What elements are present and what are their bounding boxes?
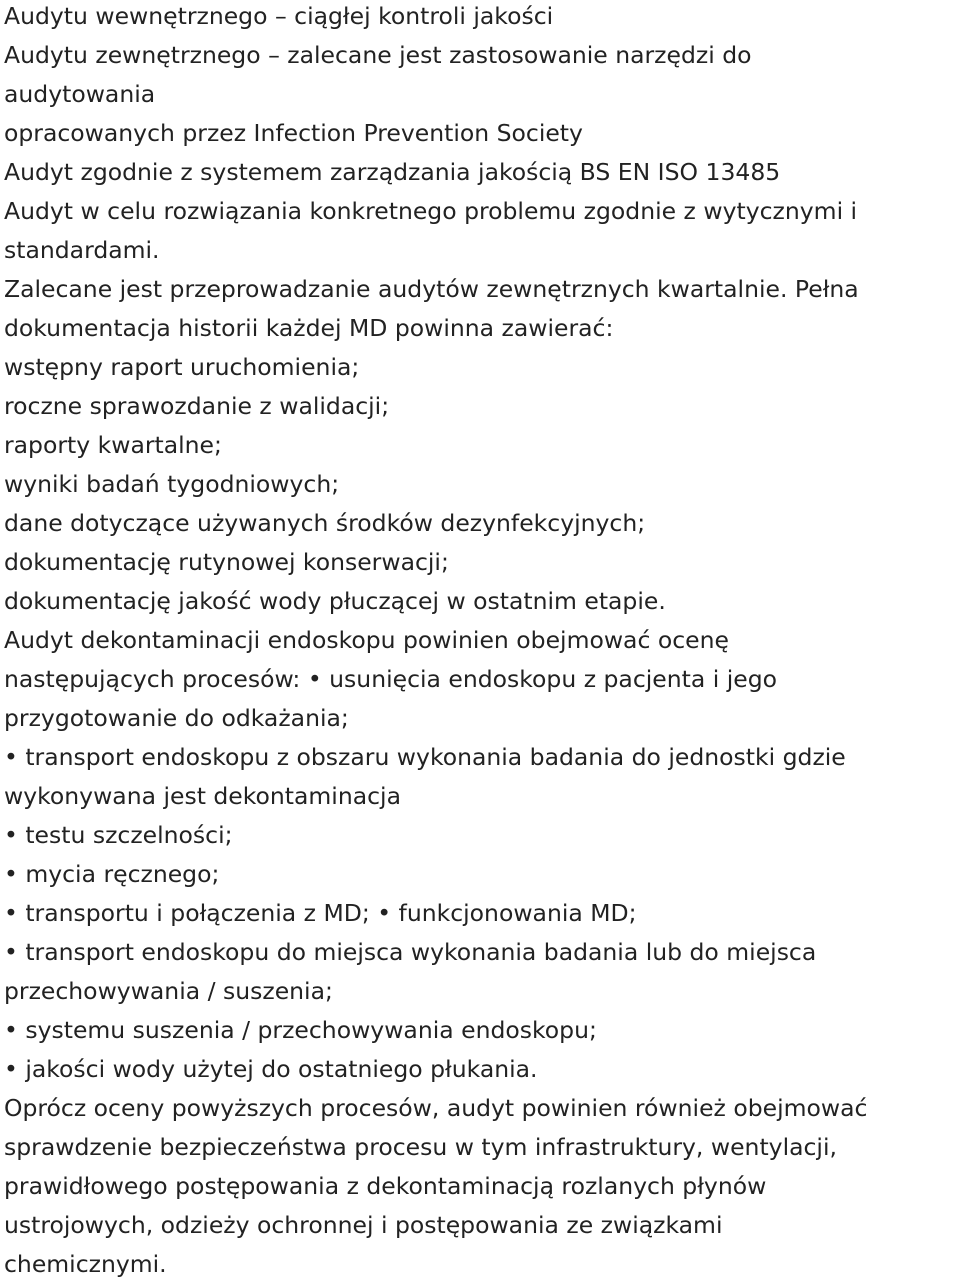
bullet-item: • jakości wody użytej do ostatniego płukania. [4,1055,538,1083]
list-item: dokumentację jakość wody płuczącej w ostatnim etapie. [4,587,666,615]
list-item: dane dotyczące używanych środków dezynfekcyjnych; [4,509,646,537]
text-line: następujących procesów: • usunięcia endoskopu z pacjenta i jego [4,665,777,693]
text-line: sprawdzenie bezpieczeństwa procesu w tym infrastruktury, wentylacji, [4,1133,837,1161]
list-item: roczne sprawozdanie z walidacji; [4,392,390,420]
bullet-item: • mycia ręcznego; [4,860,220,888]
list-item: dokumentację rutynowej konserwacji; [4,548,449,576]
text-line: chemicznymi. [4,1250,167,1278]
list-item: wstępny raport uruchomienia; [4,353,360,381]
bullet-item: • transport endoskopu z obszaru wykonania badania do jednostki gdzie [4,743,846,771]
text-line: wykonywana jest dekontaminacja [4,782,401,810]
bullet-item: • systemu suszenia / przechowywania endoskopu; [4,1016,597,1044]
bullet-item: • testu szczelności; [4,821,233,849]
list-item: wyniki badań tygodniowych; [4,470,340,498]
bullet-item: • transport endoskopu do miejsca wykonania badania lub do miejsca [4,938,817,966]
text-line: Audytu zewnętrznego – zalecane jest zastosowanie narzędzi do [4,41,752,69]
text-line: Audyt zgodnie z systemem zarządzania jakością BS EN ISO 13485 [4,158,781,186]
text-line: Zalecane jest przeprowadzanie audytów zewnętrznych kwartalnie. Pełna [4,275,859,303]
text-line: przechowywania / suszenia; [4,977,333,1005]
text-line: audytowania [4,80,156,108]
bullet-item: • transportu i połączenia z MD; • funkcjonowania MD; [4,899,637,927]
text-line: przygotowanie do odkażania; [4,704,349,732]
text-line: Oprócz oceny powyższych procesów, audyt powinien również obejmować [4,1094,868,1122]
text-line: dokumentacja historii każdej MD powinna zawierać: [4,314,614,342]
text-line: prawidłowego postępowania z dekontaminacją rozlanych płynów [4,1172,767,1200]
text-line: ustrojowych, odzieży ochronnej i postępowania ze związkami [4,1211,723,1239]
text-line: Audytu wewnętrznego – ciągłej kontroli jakości [4,2,554,30]
text-line: standardami. [4,236,160,264]
text-line: Audyt w celu rozwiązania konkretnego problemu zgodnie z wytycznymi i [4,197,858,225]
text-line: Audyt dekontaminacji endoskopu powinien obejmować ocenę [4,626,729,654]
text-line: opracowanych przez Infection Prevention Society [4,119,583,147]
document-body [4,0,958,1284]
list-item: raporty kwartalne; [4,431,222,459]
